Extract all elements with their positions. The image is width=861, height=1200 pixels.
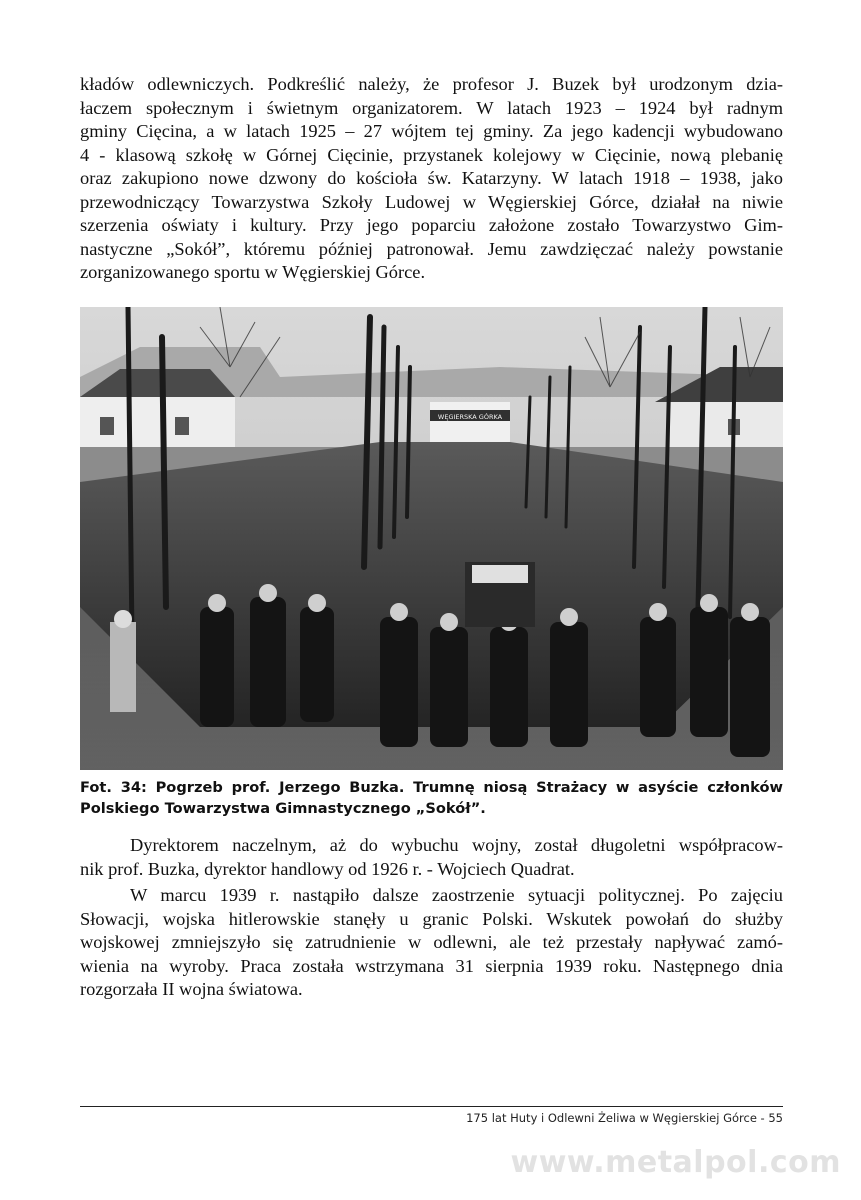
text-line: 4 - klasową szkołę w Górnej Cięcinie, przystanek kolejowy w Cięcinie, nową plebanię [80,144,783,165]
text-line: przewodniczący Towarzystwa Szkoły Ludowej w Węgierskiej Górce, działał na niwie [80,191,783,212]
text-line: rozgorzała II wojna światowa. [80,979,303,999]
text-line: szerzenia oświaty i kultury. Przy jego poparciu założone zostało Towarzystwo Gim- [80,215,783,235]
text-line: zorganizowanego sportu w Węgierskiej Górce. [80,262,426,282]
text-line: Dyrektorem naczelnym, aż do wybuchu wojny, został długoletni współpracow- [130,835,783,855]
text-line: łaczem społecznym i świetnym organizatorem. W latach 1923 – 1924 był radnym [80,97,783,118]
footer-divider [80,1106,783,1107]
body-paragraph-2 [80,834,783,881]
funeral-procession-photo [80,307,783,770]
text-line: wienia na wyroby. Praca została wstrzymana 31 sierpnia 1939 roku. Następnego dnia [80,955,783,976]
caption-line: Polskiego Towarzystwa Gimnastycznego „Sokół”. [80,800,486,817]
page-footer: 175 lat Huty i Odlewni Żeliwa w Węgierskiej Górce - 55 [466,1111,783,1125]
text-line: gminy Cięcina, a w latach 1925 – 27 wójtem tej gminy. Za jego kadencji wybudowano [80,121,783,141]
photo-caption [80,777,783,819]
text-line: nik prof. Buzka, dyrektor handlowy od 1926 r. - Wojciech Quadrat. [80,858,575,879]
text-line: oraz zakupiono nowe dzwony do kościoła św. Katarzyny. W latach 1918 – 1938, jako [80,168,783,188]
text-line: W marcu 1939 r. nastąpiło dalsze zaostrzenie sytuacji politycznej. Po zajęciu [130,885,783,905]
text-line: wojskowej zmniejszyło się zatrudnienie w odlewni, ale też przestały napływać zamó- [80,932,783,952]
caption-line: Fot. 34: Pogrzeb prof. Jerzego Buzka. Trumnę niosą Strażacy w asyście członków [80,779,783,796]
station-sign: WĘGIERSKA GÓRKA [437,413,503,421]
body-paragraph-1 [80,73,783,285]
text-line: Słowacji, wojska hitlerowskie stanęły u granic Polski. Wskutek powołań do służby [80,908,783,929]
text-line: nastyczne „Sokół”, któremu później patronował. Jemu zawdzięczać należy powstanie [80,238,783,259]
body-paragraph-3 [80,884,783,1002]
watermark: www.metalpol.com [510,1145,841,1180]
text-line: kładów odlewniczych. Podkreślić należy, że profesor J. Buzek był urodzonym dzia- [80,74,783,94]
